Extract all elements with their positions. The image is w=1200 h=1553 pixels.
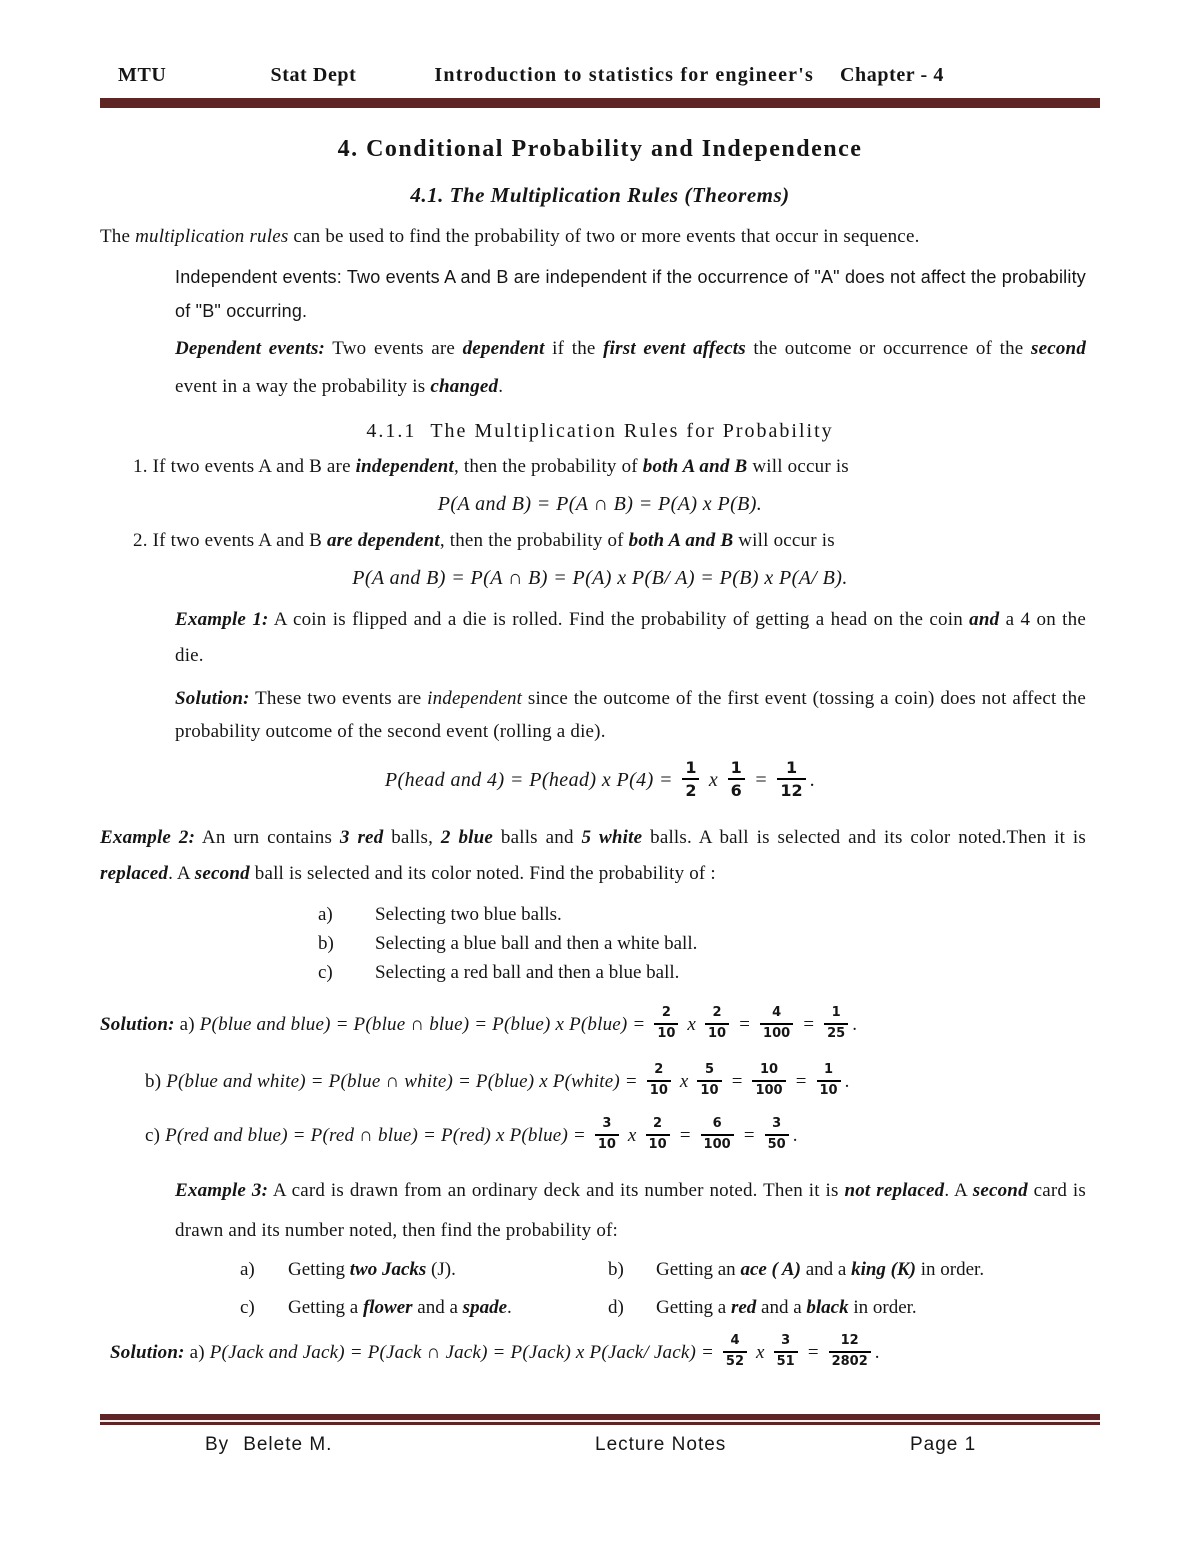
subsection-heading: [100, 418, 1100, 444]
para-example-1: Example 1: A coin is flipped and a die is rolled. Find the probability of getting a head on the coin and a 4 on the die.: [175, 609, 1086, 666]
example-3-item-a: [240, 1255, 608, 1285]
list-item-label: a): [318, 904, 333, 925]
formula-independent-rule: P(A and B) = P(A ∩ B) = P(A) x P(B).: [437, 493, 763, 515]
footer-author: [205, 1434, 332, 1456]
list-item: [318, 929, 1100, 958]
solution-3-line: Solution: a) P(Jack and Jack) = P(Jack ∩ Jack) = P(Jack) x P(Jack/ Jack) = $\frac{4}{52}$ x $\frac{3}{51}$ = $\frac{12}{2802}$ .: [110, 1333, 880, 1369]
footer-page-number: Page 1: [910, 1434, 977, 1455]
list-item-label: b): [318, 933, 334, 954]
formula-example-1: P(head and 4) = P(head) x P(4) = $\frac{1}{2}$ x $\frac{1}{6}$ = $\frac{1}{12}$ .: [384, 757, 816, 801]
list-item-text: Getting an ace ( A) and a king (K) in order.: [656, 1259, 985, 1280]
list-item-text: Selecting a blue ball and then a white ball.: [375, 933, 698, 954]
list-item: [318, 900, 1100, 929]
footer-text-row: [100, 1434, 1100, 1460]
list-item-label: c): [318, 962, 333, 983]
footer-by-label: By: [205, 1434, 230, 1455]
para-intro: The multiplication rules can be used to find the probability of two or more events that occur in sequence.: [100, 226, 920, 247]
footer-divider-rule: [100, 1414, 1100, 1425]
list-item-label: c): [240, 1297, 255, 1318]
subsection-number: 4.1.1: [366, 420, 417, 442]
footer-center-text: Lecture Notes: [595, 1434, 727, 1455]
solution-2c-line: c) P(red and blue) = P(red ∩ blue) = P(red) x P(blue) = $\frac{3}{10}$ x $\frac{2}{10}$ = $\frac{6}{100}$ = $\frac{3}{50}$ .: [145, 1116, 798, 1152]
footer-rule-thin: [100, 1422, 1100, 1425]
list-item-label: a): [240, 1259, 255, 1280]
subsection-title: The Multiplication Rules for Probability: [430, 420, 834, 442]
para-example-2: Example 2: An urn contains 3 red balls, 2 blue balls and 5 white balls. A ball is selected and its color noted.Then it is replaced. A second ball is selected and its color noted. Find the probability of :: [100, 827, 1086, 884]
rule-item-2: 2. If two events A and B are dependent, then the probability of both A and B will occur is: [133, 530, 835, 551]
formula-dependent-rule: P(A and B) = P(A ∩ B) = P(A) x P(B/ A) = P(B) x P(A/ B).: [352, 567, 848, 589]
chapter-title: 4. Conditional Probability and Independence: [337, 136, 863, 162]
footer-author-name: Belete M.: [243, 1434, 333, 1455]
para-independent-events: Independent events: Two events A and B are independent if the occurrence of "A" does not affect the probability of "B" occurring.: [175, 267, 1086, 321]
footer-rule-thick: [100, 1414, 1100, 1422]
example-3-row-2: [240, 1293, 1100, 1323]
para-solution-1: Solution: These two events are independent since the outcome of the first event (tossing a coin) does not affect the probability outcome of the second event (rolling a die).: [175, 688, 1086, 742]
list-item-text: Getting two Jacks (J).: [288, 1259, 456, 1280]
header-divider-rule: [100, 98, 1100, 108]
header-institution: MTU: [118, 64, 167, 86]
page-footer: [100, 1414, 1100, 1460]
section-heading: 4.1. The Multiplication Rules (Theorems): [410, 183, 790, 207]
example-3-item-b: [608, 1255, 984, 1285]
header-department: Stat Dept: [270, 64, 357, 86]
rule-item-1: 1. If two events A and B are independent, then the probability of both A and B will occur is: [133, 456, 849, 477]
list-item: [318, 958, 1100, 987]
page-header: [100, 64, 1100, 90]
example-3-item-c: [240, 1293, 608, 1323]
example-2-list: [100, 900, 1100, 987]
list-item-label: b): [608, 1259, 624, 1280]
list-item-text: Selecting a red ball and then a blue ball.: [375, 962, 680, 983]
list-item-text: Getting a red and a black in order.: [656, 1297, 917, 1318]
para-dependent-events: Dependent events: Two events are dependent if the first event affects the outcome or occurrence of the second event in a way the probability is changed.: [175, 338, 1087, 397]
example-3-item-d: [608, 1293, 917, 1323]
list-item-text: Getting a flower and a spade.: [288, 1297, 512, 1318]
header-course-title: Introduction to statistics for engineer's: [434, 64, 814, 86]
list-item-text: Selecting two blue balls.: [375, 904, 562, 925]
header-chapter-label: Chapter - 4: [839, 64, 944, 86]
para-example-3: Example 3: A card is drawn from an ordinary deck and its number noted. Then it is not replaced. A second card is drawn and its number noted, then find the probability of:: [175, 1180, 1087, 1241]
solution-2a-line: Solution: a) P(blue and blue) = P(blue ∩ blue) = P(blue) x P(blue) = $\frac{2}{10}$ x $\frac{2}{10}$ = $\frac{4}{100}$ = $\frac{1}{25}$ .: [100, 1005, 858, 1041]
example-3-row-1: [240, 1255, 1100, 1285]
solution-2b-line: b) P(blue and white) = P(blue ∩ white) = P(blue) x P(white) = $\frac{2}{10}$ x $\frac{5}{10}$ = $\frac{10}{100}$ = $\frac{1}{10}$ .: [145, 1062, 850, 1098]
list-item-label: d): [608, 1297, 624, 1318]
